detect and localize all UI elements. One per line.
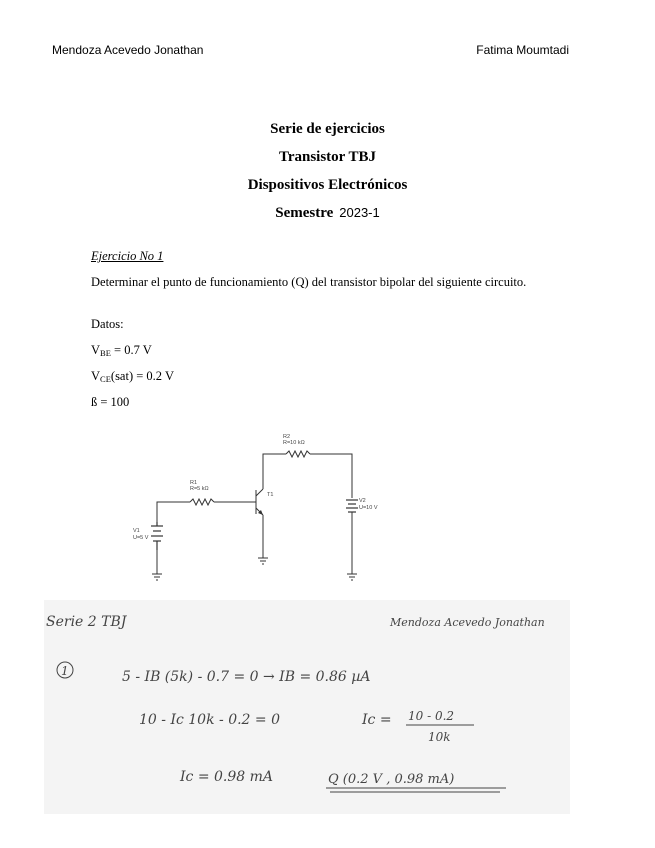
v1-name: V1 — [133, 528, 140, 534]
vce-symbol: V — [91, 369, 101, 383]
vce-subscript: CE — [100, 374, 111, 384]
v1-value: U=5 V — [133, 535, 149, 541]
title-transistor: Transistor TBJ — [278, 149, 377, 165]
header-left-name: Mendoza Acevedo Jonathan — [52, 43, 204, 57]
exercise-title: Ejercicio No 1 — [91, 249, 164, 263]
t1-name: T1 — [267, 492, 274, 498]
circuit-wires — [157, 454, 352, 574]
ground-right — [347, 574, 357, 580]
hand-eq2-numerator: 10 - 0.2 — [408, 709, 455, 723]
vbe-value: = 0.7 V — [110, 343, 152, 357]
handwritten-solution — [44, 600, 570, 814]
vbe-subscript: BE — [100, 348, 111, 358]
v2-name: V2 — [359, 498, 366, 504]
datos-label: Datos: — [91, 317, 124, 331]
hand-title-left: Serie 2 TBJ — [46, 614, 127, 630]
ground-left — [152, 574, 162, 580]
hand-eq2-left: 10 - Ic 10k - 0.2 = 0 — [139, 712, 280, 728]
r2-value: R=10 kΩ — [283, 440, 305, 446]
header-right-name: Fatima Moumtadi — [476, 43, 569, 57]
hand-eq1: 5 - IB (5k) - 0.7 = 0 → IB = 0.86 µA — [122, 669, 371, 685]
hand-eq3-result: Q (0.2 V , 0.98 mA) — [328, 772, 455, 787]
title-semestre — [0, 205, 655, 222]
r2-name: R2 — [283, 434, 291, 440]
v2-battery — [346, 500, 358, 512]
vce-line — [91, 369, 174, 384]
v1-battery — [151, 522, 163, 550]
hand-eq2-denominator: 10k — [428, 730, 451, 744]
r1-name: R1 — [190, 480, 198, 486]
vbe-symbol: V — [91, 343, 101, 357]
r1-resistor — [190, 499, 214, 505]
title-serie: Serie de ejercicios — [270, 121, 385, 137]
title-dispositivos: Dispositivos Electrónicos — [247, 177, 408, 193]
vbe-line — [91, 343, 152, 358]
hand-item-number: 1 — [61, 664, 69, 678]
r2-resistor — [286, 451, 310, 457]
semestre-value: 2023-1 — [339, 205, 380, 220]
beta-line: ß = 100 — [91, 395, 130, 409]
v2-value: U=10 V — [359, 505, 378, 511]
semestre-label: Semestre — [275, 205, 334, 221]
exercise-statement: Determinar el punto de funcionamiento (Q) del transistor bipolar del siguiente circuito. — [91, 275, 527, 289]
r1-value: R=5 kΩ — [190, 486, 209, 492]
hand-eq3-left: Ic = 0.98 mA — [180, 769, 274, 785]
vce-value: (sat) = 0.2 V — [110, 369, 174, 383]
hand-title-right: Mendoza Acevedo Jonathan — [390, 616, 545, 629]
hand-eq2-right: Ic = — [362, 712, 392, 728]
circuit-diagram — [133, 426, 380, 586]
ground-emitter — [258, 558, 268, 564]
